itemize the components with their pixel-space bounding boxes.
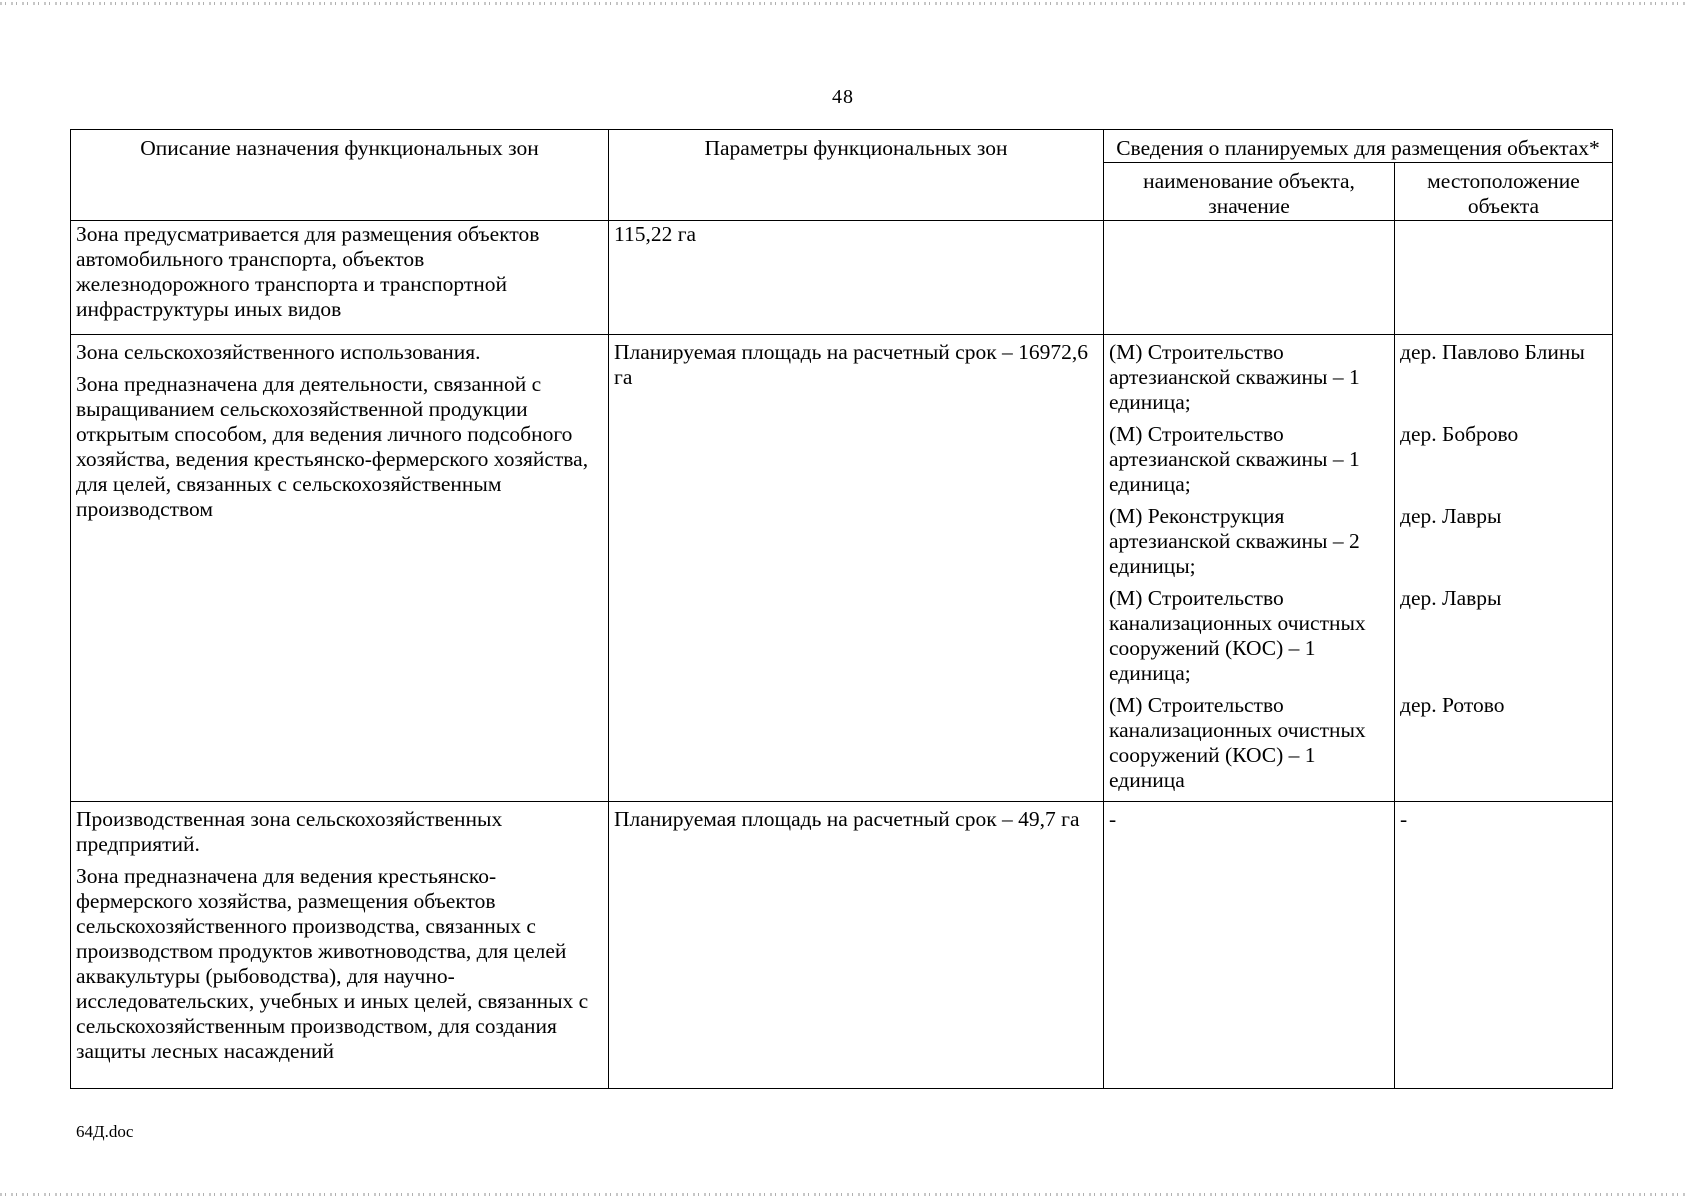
table-header-row xyxy=(71,130,1613,163)
zone-description-cell xyxy=(71,802,609,1089)
zone-description-text: Зона предназначена для ведения крестьянско-фермерского хозяйства, размещения объектов сельскохозяйственного производства, связанных с производством продуктов животноводства, для целей аквакультуры (рыбоводства), для научно-исследовательских, учебных и иных целей, связанных с сельскохозяйственным производством, для создания защиты лесных насаждений xyxy=(76,864,589,1063)
zone-description-cell xyxy=(71,221,609,335)
object-name-cell xyxy=(1104,221,1395,335)
zone-description-text: Зона предназначена для деятельности, связанной с выращиванием сельскохозяйственной продукции открытым способом, для ведения личного подсобного хозяйства, ведения крестьянско-фермерского хозяйства, для целей, связанных с сельскохозяйственным производством xyxy=(76,372,589,521)
header-zone-description: Описание назначения функциональных зон xyxy=(71,130,609,221)
zone-parameters-text: Планируемая площадь на расчетный срок – 16972,6 га xyxy=(614,340,1089,389)
zone-parameters-cell xyxy=(609,802,1104,1089)
object-location-item: дер. Боброво xyxy=(1400,422,1519,446)
object-location-item: дер. Лавры xyxy=(1400,504,1502,528)
footer-filename: 64Д.doc xyxy=(76,1122,134,1141)
table-row-production-zone xyxy=(71,802,1613,1089)
zone-parameters-text: Планируемая площадь на расчетный срок – 49,7 га xyxy=(614,807,1080,831)
zone-parameters-text: 115,22 га xyxy=(614,222,697,246)
header-object-location: местоположение объекта xyxy=(1395,163,1613,221)
scan-edge-top xyxy=(0,2,1686,5)
object-location-item: дер. Ротово xyxy=(1400,693,1505,717)
object-name-cell xyxy=(1104,802,1395,1089)
zone-parameters-cell xyxy=(609,221,1104,335)
object-name-cell xyxy=(1104,335,1395,802)
scan-edge-bottom xyxy=(0,1193,1686,1196)
object-name-item: (М) Строительство артезианской скважины – 1 единица; xyxy=(1109,422,1360,496)
functional-zones-table xyxy=(70,129,1613,1089)
zone-description-text: Зона предусматривается для размещения объектов автомобильного транспорта, объектов железнодорожного транспорта и транспортной инфраструктуры иных видов xyxy=(76,222,540,321)
object-name-item: (М) Строительство артезианской скважины – 1 единица; xyxy=(1109,340,1360,414)
object-location-item: дер. Павлово Блины xyxy=(1400,340,1585,364)
object-name-item: (М) Строительство канализационных очистных сооружений (КОС) – 1 единица; xyxy=(1109,586,1366,685)
zone-parameters-cell xyxy=(609,335,1104,802)
object-location-cell xyxy=(1395,335,1613,802)
table-row-transport-zone xyxy=(71,221,1613,335)
zone-description-cell xyxy=(71,335,609,802)
header-planned-objects: Сведения о планируемых для размещения объектах* xyxy=(1104,130,1613,163)
object-name-item: (М) Реконструкция артезианской скважины – 2 единицы; xyxy=(1109,504,1360,578)
object-location-cell xyxy=(1395,802,1613,1089)
object-location-cell xyxy=(1395,221,1613,335)
header-object-name: наименование объекта, значение xyxy=(1104,163,1395,221)
zone-title-text: Зона сельскохозяйственного использования. xyxy=(76,340,481,364)
object-location-item: дер. Лавры xyxy=(1400,586,1502,610)
header-zone-parameters: Параметры функциональных зон xyxy=(609,130,1104,221)
object-location-item: - xyxy=(1400,807,1408,831)
page-number: 48 xyxy=(832,86,854,108)
table-row-agricultural-zone xyxy=(71,335,1613,802)
object-name-item: - xyxy=(1109,807,1117,831)
zone-title-text: Производственная зона сельскохозяйственных предприятий. xyxy=(76,807,503,856)
object-name-item: (М) Строительство канализационных очистных сооружений (КОС) – 1 единица xyxy=(1109,693,1366,792)
